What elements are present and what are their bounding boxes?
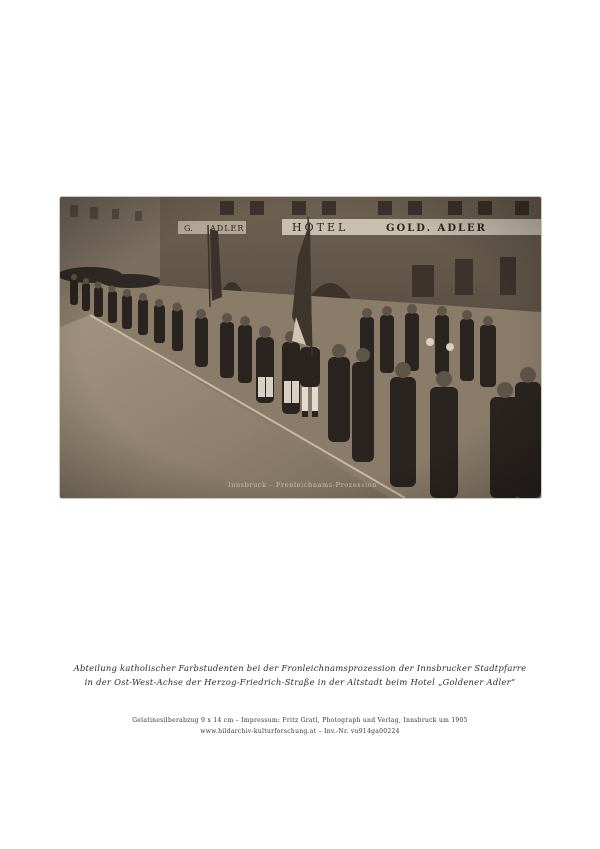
photo-caption — [0, 661, 600, 689]
historic-photograph — [60, 197, 541, 498]
credits-line-2: www.bildarchiv-kulturforschung.at – Inv.-Nr. vu914ga00224 — [200, 728, 400, 735]
photo-credits — [0, 715, 600, 737]
credits-line-1: Gelatinesilberabzug 9 x 14 cm – Impressum: Fritz Gratl, Photograph und Verlag, Innsbruck um 1905 — [132, 717, 468, 724]
caption-line-2: in der Ost-West-Achse der Herzog-Friedrich-Straße in der Altstadt beim Hotel „Goldener Adler“ — [84, 677, 516, 687]
procession-photo-svg — [60, 197, 541, 498]
photo-vignette — [60, 197, 541, 498]
caption-line-1: Abteilung katholischer Farbstudenten bei der Fronleichnamsprozession der Innsbrucker Stadtpfarre — [73, 663, 527, 673]
